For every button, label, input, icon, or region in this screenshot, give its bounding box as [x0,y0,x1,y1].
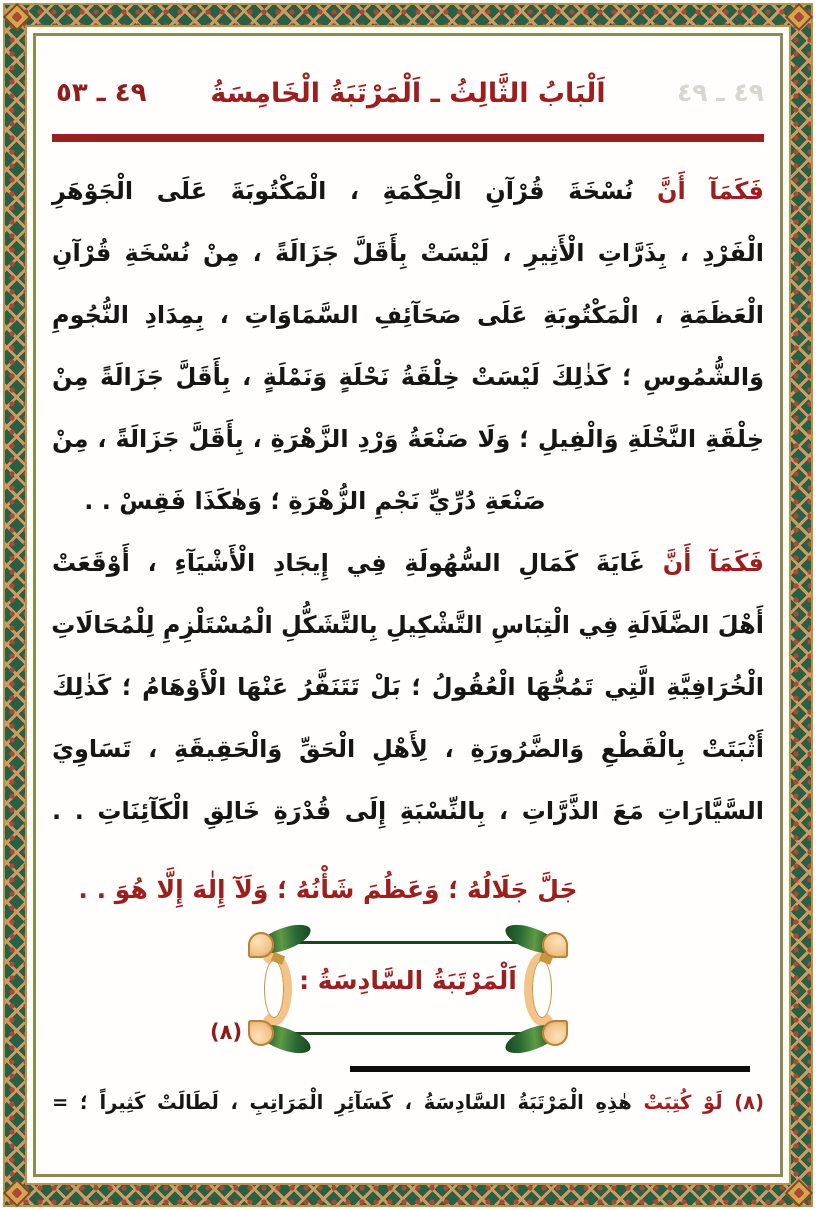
footnote-marker: (٨) [210,1020,243,1044]
page-header [52,70,764,126]
body-line: السَّيَّارَاتِ مَعَ الذَّرَّاتِ ، بِالنِّسْبَةِ إِلَى قُدْرَةِ خَالِقِ الْكَآئِنَاتِ . . [52,797,764,825]
page-content [36,36,780,1174]
border-band [3,3,813,1207]
footnote-line [52,1084,764,1121]
doxology-line: جَلَّ جَلَالُهُ ؛ وَعَظُمَ شَأْنُهُ ؛ وَلَآ إِلٰهَ إِلَّا هُوَ . . [78,875,578,904]
chapter-title: اَلْبَابُ الثَّالِثُ ـ اَلْمَرْتَبَةُ الْخَامِسَةُ [210,78,606,109]
body-line-paragraph-end: صَنْعَةِ دُرِّيِّ نَجْمِ الزُّهْرَةِ ؛ وَهٰكَذَا فَقِسْ . . [84,487,546,515]
footnote-text: هٰذِهِ الْمَرْتَبَةُ السَّادِسَةُ ، كَسَآئِرِ الْمَرَاتِبِ ، لَطَالَتْ كَثِيراً ؛ = [52,1091,644,1114]
body-line: أَثْبَتَتْ بِالْقَطْعِ وَالضَّرُورَةِ ، لِأَهْلِ الْحَقِّ وَالْحَقِيقَةِ ، تَسَاوِيَ [52,735,764,763]
banner-leaf-bottom-right [500,1016,566,1052]
banner-bottom-line [294,1032,522,1035]
body-line: وَالشُّمُوسِ ؛ كَذٰلِكَ لَيْسَتْ خِلْقَةُ نَحْلَةٍ وَنَمْلَةٍ ، بِأَقَلَّ جَزَالَةً مِنْ [52,363,764,391]
body-line: أَهْلَ الضَّلَالَةِ فِي الْتِبَاسِ التَّشْكِيلِ بِالتَّشَكُّلِ الْمُسْتَلْزِمِ لِلْمُحَالَاتِ [51,611,764,639]
header-double-rule [52,134,764,142]
paragraph-lead-red: فَكَمَآ أَنَّ [662,549,764,577]
paragraph-lead-red: فَكَمَآ أَنَّ [656,177,765,205]
body-line: خِلْقَةِ النَّخْلَةِ وَالْفِيلِ ؛ وَلَا صَنْعَةُ وَرْدِ الزَّهْرَةِ ، بِأَقَلَّ جَزَالَةً ، مِنْ [52,425,764,453]
paragraph-1 [52,160,764,532]
body-line [52,160,764,222]
border-gap [25,25,791,1185]
section-banner [210,928,558,1050]
body-line: الْخُرَافِيَّةِ الَّتِي تَمُجُّهَا الْعُقُولُ ؛ بَلْ تَتَنَفَّرُ عَنْهَا الْأَوْهَامُ ؛ كَذٰلِكَ [52,673,764,701]
body-line: الْعَظَمَةِ ، الْمَكْتُوبَةِ عَلَى صَحَآئِفِ السَّمَاوَاتِ ، بِمِدَادِ النُّجُومِ [52,301,764,329]
body-line-text: غَايَةَ كَمَالِ السُّهُولَةِ فِي إِيجَادِ الْأَشْيَآءِ ، أَوْقَعَتْ [52,549,663,577]
body-line: الْفَرْدِ ، بِذَرَّاتِ الْأَثِيرِ ، لَيْسَتْ بِأَقَلَّ جَزَالَةً ، مِنْ نُسْخَةِ قُرْآنِ [52,239,764,267]
banner-title: اَلْمَرْتَبَةُ السَّادِسَةُ : [299,966,517,995]
banner-top-line [294,941,522,944]
body-line [52,532,764,594]
paragraph-2 [52,532,764,842]
ghost-page-numbers: ٤٩ ـ ٤٩ [676,78,764,107]
banner-leaf-top-right [500,926,566,962]
page-range: ٤٩ ـ ٥٣ [56,78,147,108]
footnote-separator [350,1066,750,1072]
inner-frame [33,33,783,1177]
body-line-text: نُسْخَةَ قُرْآنِ الْحِكْمَةِ ، الْمَكْتُوبَةَ عَلَى الْجَوْهَرِ [52,177,657,205]
banner-leaf-bottom-left [250,1016,316,1052]
footnote-lead-red: (٨) لَوْ كُتِبَتْ [643,1091,764,1114]
banner-leaf-top-left [250,926,316,962]
